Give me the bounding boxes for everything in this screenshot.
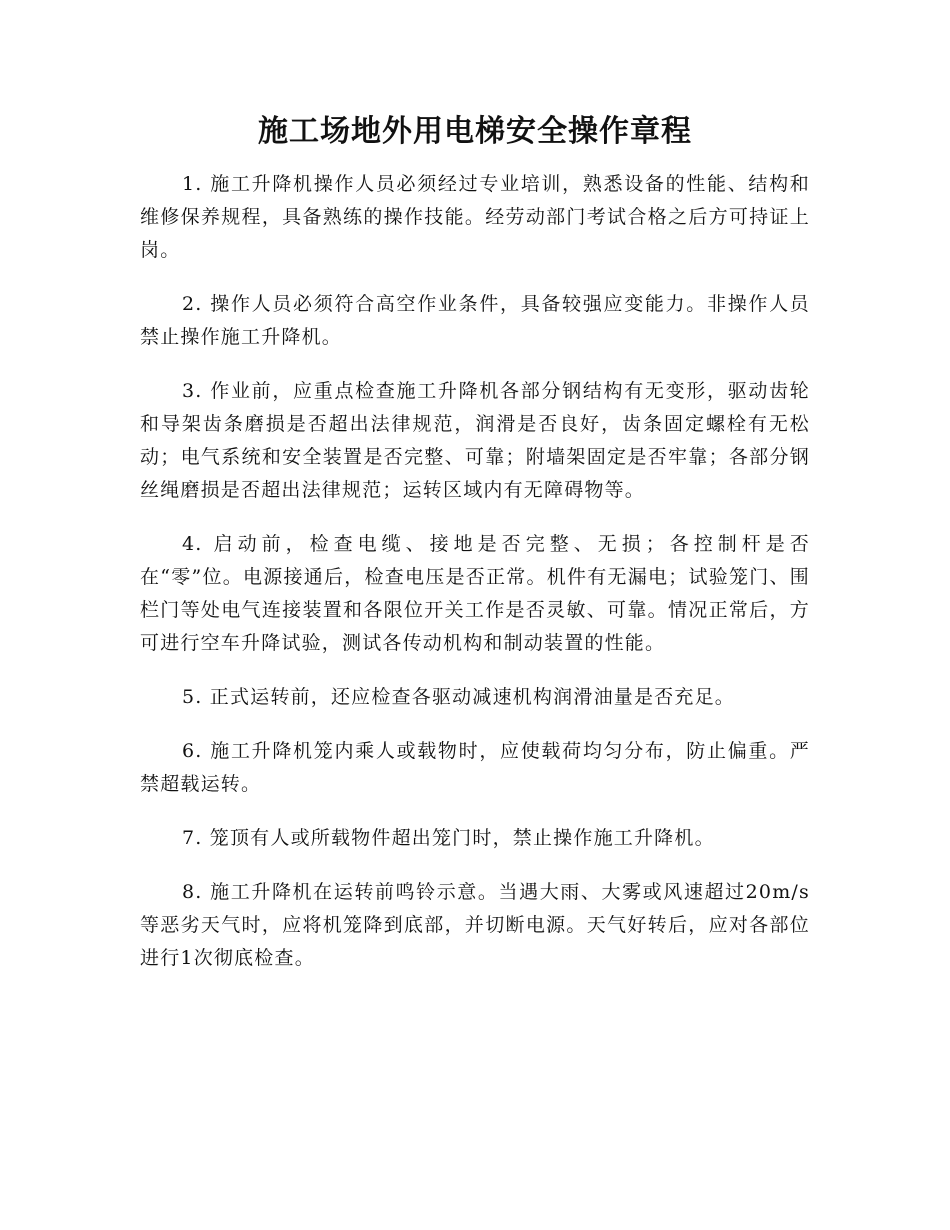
paragraph-4: 4. 启动前，检查电缆、接地是否完整、无损；各控制杆是否在“零”位。电源接通后，检查电压是否正常。机件有无漏电；试验笼门、围栏门等处电气连接装置和各限位开关工作是否灵敏、可靠。情况正常后，方可进行空车升降试验，测试各传动机构和制动装置的性能。	[140, 533, 810, 654]
document-body	[140, 168, 810, 996]
paragraph-3: 3. 作业前，应重点检查施工升降机各部分钢结构有无变形，驱动齿轮和导架齿条磨损是否超出法律规范，润滑是否良好，齿条固定螺栓有无松动；电气系统和安全装置是否完整、可靠；附墙架固定是否牢靠；各部分钢丝绳磨损是否超出法律规范；运转区域内有无障碍物等。	[140, 380, 810, 501]
paragraph-8: 8. 施工升降机在运转前鸣铃示意。当遇大雨、大雾或风速超过20m/s等恶劣天气时，应将机笼降到底部，并切断电源。天气好转后，应对各部位进行1次彻底检查。	[140, 881, 810, 969]
paragraph-1: 1. 施工升降机操作人员必须经过专业培训，熟悉设备的性能、结构和维修保养规程，具备熟练的操作技能。经劳动部门考试合格之后方可持证上岗。	[140, 173, 810, 261]
document-title: 施工场地外用电梯安全操作章程	[258, 114, 692, 149]
paragraph-6: 6. 施工升降机笼内乘人或载物时，应使载荷均匀分布，防止偏重。严禁超载运转。	[140, 740, 810, 795]
paragraph-2: 2. 操作人员必须符合高空作业条件，具备较强应变能力。非操作人员禁止操作施工升降机。	[140, 293, 810, 348]
paragraph-5: 5. 正式运转前，还应检查各驱动减速机构润滑油量是否充足。	[182, 686, 735, 708]
paragraph-7: 7. 笼顶有人或所载物件超出笼门时，禁止操作施工升降机。	[182, 827, 715, 849]
